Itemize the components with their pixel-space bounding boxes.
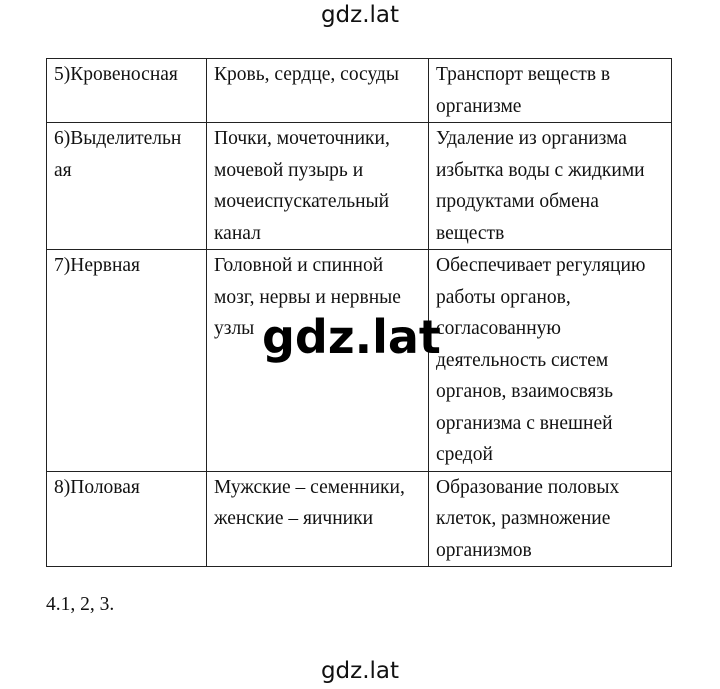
- organs-cell: Кровь, сердце, сосуды: [207, 59, 429, 123]
- organ-systems-table: [46, 58, 672, 567]
- watermark-top: gdz.lat: [320, 2, 400, 28]
- watermark-bottom: gdz.lat: [320, 658, 400, 684]
- answer-text: 4.1, 2, 3.: [46, 594, 115, 615]
- system-cell: 5)Кровеносная: [47, 59, 207, 123]
- function-cell: Удаление из организма избытка воды с жидкими продуктами обмена веществ: [429, 123, 672, 250]
- table-row: [47, 471, 672, 567]
- function-cell: Образование половых клеток, размножение организмов: [429, 471, 672, 567]
- organs-cell: Головной и спинной мозг, нервы и нервные узлы: [207, 250, 429, 472]
- system-cell: 6)Выделительн ая: [47, 123, 207, 250]
- system-cell: 8)Половая: [47, 471, 207, 567]
- table-row: [47, 250, 672, 472]
- watermark-center: gdz.lat: [262, 310, 441, 364]
- table-row: [47, 59, 672, 123]
- organs-cell: Мужские – семенники, женские – яичники: [207, 471, 429, 567]
- table-row: [47, 123, 672, 250]
- function-cell: Транспорт веществ в организме: [429, 59, 672, 123]
- function-cell: Обеспечивает регуляцию работы органов, согласованную деятельность систем органов, взаимосвязь организма с внешней средой: [429, 250, 672, 472]
- system-cell: 7)Нервная: [47, 250, 207, 472]
- organs-cell: Почки, мочеточники, мочевой пузырь и мочеиспускательный канал: [207, 123, 429, 250]
